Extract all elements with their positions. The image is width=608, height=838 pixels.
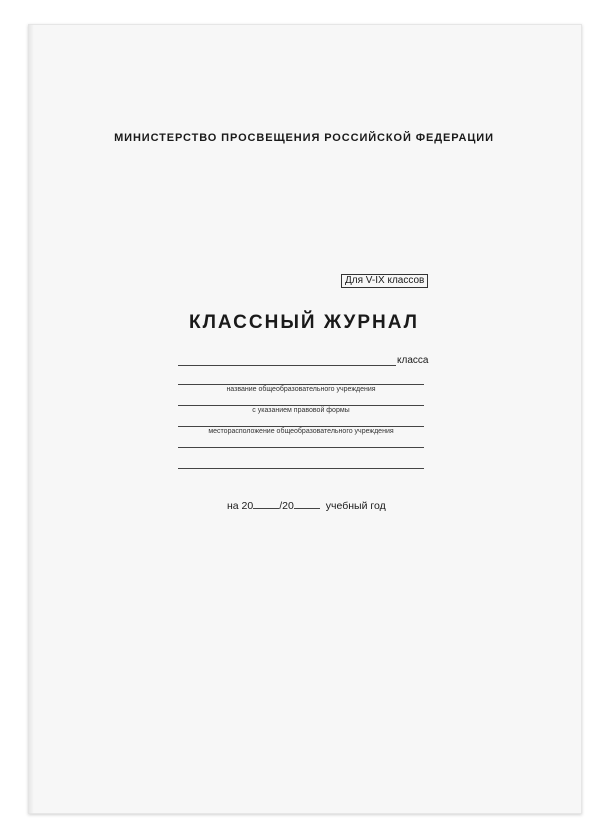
institution-name-line [178, 384, 424, 385]
extra-fill-line-2 [178, 468, 424, 469]
academic-year-line [227, 499, 386, 512]
class-fill-line [178, 365, 396, 366]
journal-title: КЛАССНЫЙ ЖУРНАЛ [188, 312, 420, 333]
grade-range-box: Для V-IX классов [341, 274, 428, 288]
year-suffix: учебный год [325, 500, 386, 512]
location-caption: месторасположение общеобразовательного учреждения [208, 428, 394, 435]
legal-form-line [178, 405, 424, 406]
location-line [178, 426, 424, 427]
legal-form-caption: с указанием правовой формы [252, 407, 350, 414]
extra-fill-line-1 [178, 447, 424, 448]
year-start-blank [253, 499, 279, 509]
institution-name-caption: название общеобразовательного учреждения [226, 386, 376, 393]
year-end-blank [294, 499, 320, 509]
year-prefix: на 20 [227, 500, 254, 512]
ministry-heading: МИНИСТЕРСТВО ПРОСВЕЩЕНИЯ РОССИЙСКОЙ ФЕДЕРАЦИИ [114, 132, 494, 144]
year-separator: /20 [279, 500, 294, 512]
class-label: класса [397, 355, 429, 366]
